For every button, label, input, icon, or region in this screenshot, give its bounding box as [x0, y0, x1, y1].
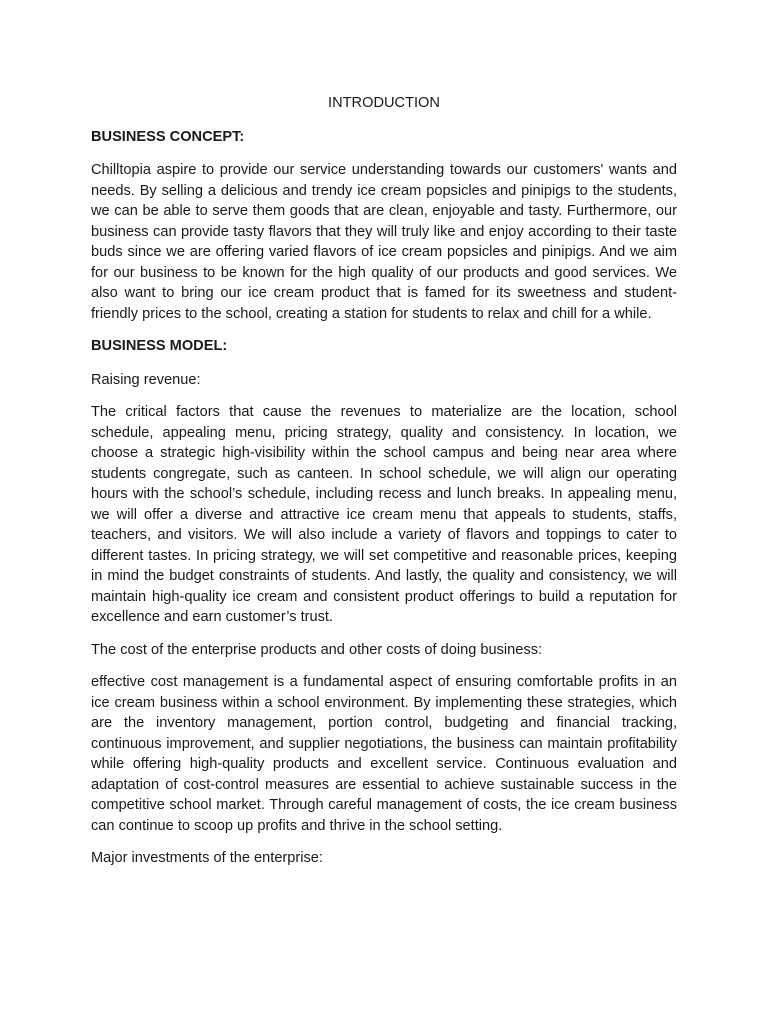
cost-label: The cost of the enterprise products and other costs of doing business: [91, 641, 543, 658]
business-concept-paragraph: Chilltopia aspire to provide our service understanding towards our customers' wants and needs. By selling a delicious and trendy ice cream popsicles and pinipigs to the students, we can be able to serve them goods that are clean, enjoyable and tasty. Furthermore, our business can provide tasty flavors that they will truly like and enjoy according to their taste buds since we are offering varied flavors of ice cream popsicles and pinipigs. And we aim for our business to be known for the high quality of our products and good services. We also want to bring our ice cream product that is famed for its sweetness and student-friendly prices to the school, creating a station for students to relax and chill for a while. [91, 162, 677, 322]
document-page [91, 93, 677, 881]
cost-paragraph: effective cost management is a fundamental aspect of ensuring comfortable profits in an ice cream business within a school environment. By implementing these strategies, which are the inventory management, portion control, budgeting and financial tracking, continuous improvement, and supplier negotiations, the business can maintain profitability while offering high-quality products and excellent service. Continuous evaluation and adaptation of cost-control measures are essential to achieve sustainable success in the competitive school market. Through careful management of costs, the ice cream business can continue to scoop up profits and thrive in the school setting. [91, 674, 677, 834]
raising-revenue-paragraph: The critical factors that cause the revenues to materialize are the location, school schedule, appealing menu, pricing strategy, quality and consistency. In location, we choose a strategic high-visibility within the school campus and being near area where students congregate, such as canteen. In school schedule, we will align our operating hours with the school’s schedule, including recess and lunch breaks. In appealing menu, we will offer a diverse and attractive ice cream menu that appeals to students, staffs, teachers, and visitors. We will also include a variety of flavors and toppings to cater to different tastes. In pricing strategy, we will set competitive and reasonable prices, keeping in mind the budget constraints of students. And lastly, the quality and consistency, we will maintain high-quality ice cream and consistent product offerings to build a reputation for excellence and earn customer’s trust. [91, 404, 677, 625]
raising-revenue-label: Raising revenue: [91, 371, 201, 388]
business-model-heading: BUSINESS MODEL: [91, 338, 228, 354]
business-concept-heading: BUSINESS CONCEPT: [91, 128, 245, 145]
document-title: INTRODUCTION [328, 95, 440, 111]
investments-label: Major investments of the enterprise: [91, 850, 323, 866]
